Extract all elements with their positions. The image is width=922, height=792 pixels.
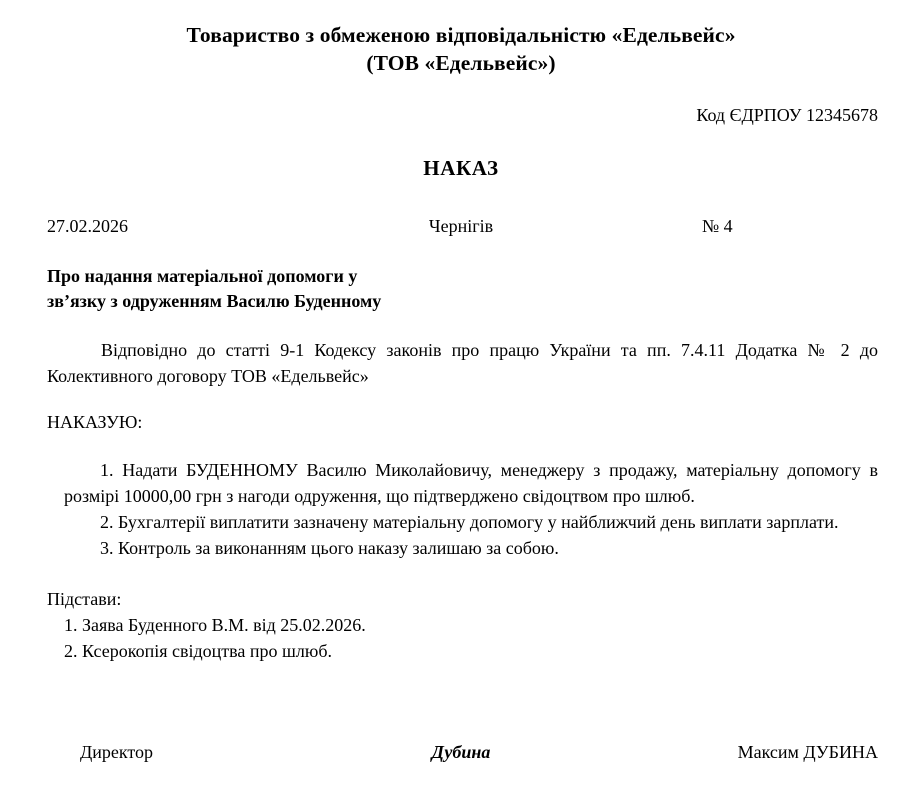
signatory-role: Директор bbox=[80, 742, 154, 762]
organization-short-name: (ТОВ «Едельвейс») bbox=[366, 51, 556, 76]
grounds-item: 2. Ксерокопія свідоцтва про шлюб. bbox=[64, 640, 332, 661]
order-verb: НАКАЗУЮ: bbox=[47, 412, 143, 433]
grounds-title: Підстави: bbox=[47, 588, 122, 609]
document-city: Чернігів bbox=[428, 215, 494, 236]
order-item: 1. Надати БУДЕННОМУ Василю Миколайовичу, менеджеру з продажу, матеріальну допомогу в розмірі 10000,00 грн з нагоди одруження, що підтверджено свідоцтвом про шлюб. bbox=[64, 460, 878, 507]
subject-line-2: зв’язку з одруженням Василю Буденному bbox=[47, 291, 382, 312]
document-preamble-block bbox=[47, 337, 878, 389]
order-item: 3. Контроль за виконанням цього наказу залишаю за собою. bbox=[100, 538, 559, 559]
document-date: 27.02.2026 bbox=[47, 215, 128, 236]
order-items-list bbox=[64, 457, 878, 561]
preamble-paragraph: Відповідно до статті 9-1 Кодексу законів про працю України та пп. 7.4.11 Додатка № 2 до Колективного договору ТОВ «Едельвейс» bbox=[47, 339, 878, 386]
order-item: 2. Бухгалтерії виплатити зазначену матеріальну допомогу у найближчий день виплати зарплати. bbox=[100, 512, 839, 533]
organization-header bbox=[0, 0, 922, 78]
document-meta-row bbox=[0, 216, 922, 242]
signature-row bbox=[0, 742, 922, 770]
document-number: № 4 bbox=[702, 215, 733, 236]
organization-full-name: Товариство з обмеженою відповідальністю «Едельвейс» bbox=[186, 23, 736, 47]
signatory-name: Максим ДУБИНА bbox=[737, 742, 878, 762]
edrpou-code: Код ЄДРПОУ 12345678 bbox=[696, 104, 878, 125]
document-subject bbox=[47, 264, 479, 315]
document-kind-title: НАКАЗ bbox=[423, 155, 499, 180]
grounds-item: 1. Заява Буденного В.М. від 25.02.2026. bbox=[64, 614, 366, 635]
subject-line-1: Про надання матеріальної допомоги у bbox=[47, 265, 358, 286]
grounds-block bbox=[47, 586, 875, 664]
signature-autograph: Дубина bbox=[431, 742, 491, 762]
